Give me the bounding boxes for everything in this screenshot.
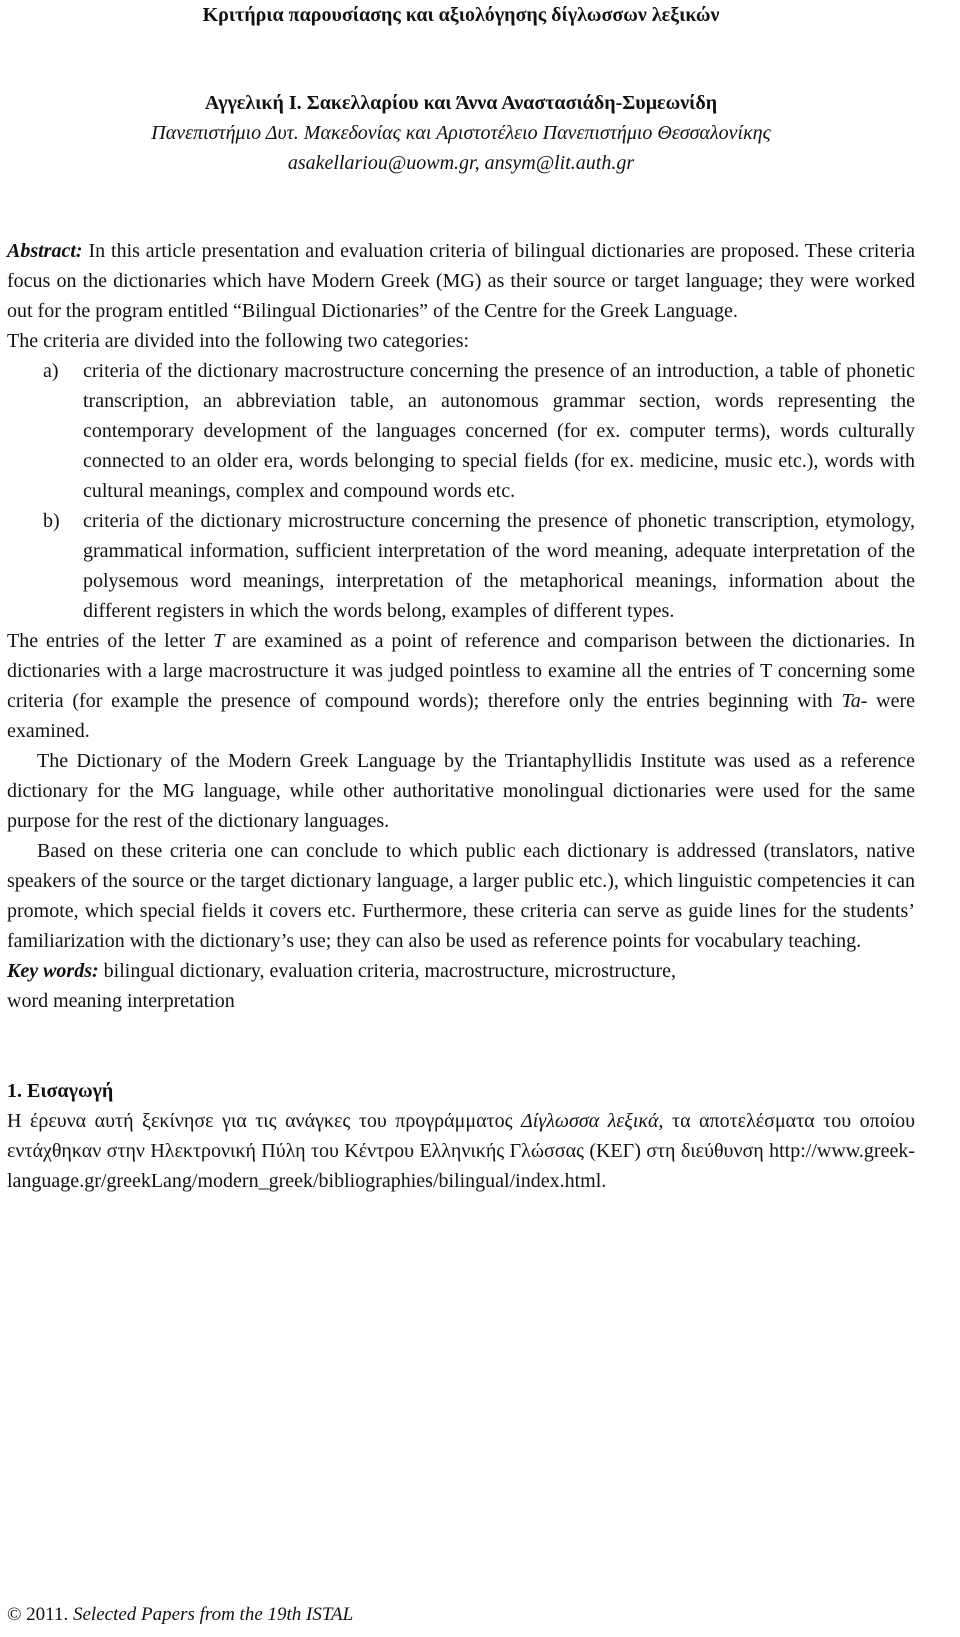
criteria-item-microstructure bbox=[7, 506, 915, 626]
entries-text-2: are examined as a point of reference and comparison between the dictionaries. In dictionaries with a large macrostructure it was judged pointless to examine all the entries of T concerning some criteria (for example the presence of compound words); therefore only the entries beginning with bbox=[7, 630, 915, 712]
entries-prefix: Ta- bbox=[841, 690, 868, 712]
introduction-section bbox=[7, 1076, 915, 1196]
list-marker: a) bbox=[43, 360, 59, 382]
page-footer bbox=[7, 1600, 353, 1630]
intro-text-2: τα αποτελέσματα του οποίου εντάχθηκαν στην Ηλεκτρονική Πύλη του Κέντρου Ελληνικής Γλώσσας (ΚΕΓ) στη διεύθυνση http://www.greek-language.gr/greekLang/modern_greek/bibliographies/bilingual/index.html. bbox=[7, 1110, 915, 1192]
criteria-text: criteria of the dictionary macrostructure concerning the presence of an introduction, a table of phonetic transcription, an abbreviation table, an autonomous grammar section, words representing the contemporary development of the languages concerned (for ex. computer terms), words culturally connected to an older era, words belonging to special fields (for ex. medicine, music etc.), words with cultural meanings, complex and compound words etc. bbox=[83, 360, 915, 502]
abstract-paragraph bbox=[7, 236, 915, 326]
criteria-text: criteria of the dictionary microstructure concerning the presence of phonetic transcription, etymology, grammatical information, sufficient interpretation of the word meaning, adequate interpretation of the polysemous word meanings, interpretation of the metaphorical meanings, information about the different registers in which the words belong, examples of different types. bbox=[83, 510, 915, 622]
paper-title: Κριτήρια παρουσίασης και αξιολόγησης δίγλωσσων λεξικών bbox=[202, 4, 720, 26]
intro-text-1: Η έρευνα αυτή ξεκίνησε για τις ανάγκες του προγράμματος bbox=[7, 1110, 522, 1132]
reference-paragraph: The Dictionary of the Modern Greek Language by the Triantaphyllidis Institute was used as a reference dictionary for the MG language, while other authoritative monolingual dictionaries were used for the same purpose for the rest of the dictionary languages. bbox=[7, 750, 915, 832]
entries-paragraph bbox=[7, 626, 915, 746]
criteria-list bbox=[7, 356, 915, 626]
footer-source: Selected Papers from the 19th ISTAL bbox=[72, 1604, 354, 1625]
keywords-block bbox=[7, 956, 915, 1016]
section-heading: 1. Εισαγωγή bbox=[7, 1080, 114, 1102]
paper-page bbox=[7, 0, 915, 1196]
keywords-line-2: word meaning interpretation bbox=[7, 990, 235, 1012]
author-affiliation: Πανεπιστήμιο Δυτ. Μακεδονίας και Αριστοτέλειο Πανεπιστήμιο Θεσσαλονίκης bbox=[151, 122, 771, 144]
criteria-item-macrostructure bbox=[7, 356, 915, 506]
introduction-paragraph bbox=[7, 1106, 915, 1196]
entries-text-1: The entries of the letter bbox=[7, 630, 214, 652]
list-marker: b) bbox=[43, 510, 60, 532]
keywords-line-1 bbox=[7, 956, 915, 986]
abstract-section bbox=[7, 236, 915, 1016]
keywords-label: Key words: bbox=[7, 960, 99, 982]
abstract-label: Abstract: bbox=[7, 240, 83, 262]
authors-block bbox=[7, 88, 915, 178]
criteria-intro: The criteria are divided into the following two categories: bbox=[7, 330, 470, 352]
abstract-text: In this article presentation and evaluation criteria of bilingual dictionaries are proposed. These criteria focus on the dictionaries which have Modern Greek (MG) as their source or target language; they were worked out for the program entitled “Bilingual Dictionaries” of the Centre for the Greek Language. bbox=[7, 240, 915, 322]
program-name: Δίγλωσσα λεξικά, bbox=[521, 1110, 664, 1132]
keywords-text-1: bilingual dictionary, evaluation criteria, macrostructure, microstructure, bbox=[98, 960, 677, 982]
footer-copyright: © 2011. bbox=[7, 1604, 73, 1625]
conclusion-paragraph: Based on these criteria one can conclude to which public each dictionary is addressed (translators, native speakers of the source or the target dictionary language, a larger public etc.), which linguistic competencies it can promote, which special fields it covers etc. Furthermore, these criteria can serve as guide lines for the students’ familiarization with the dictionary’s use; they can also be used as reference points for vocabulary teaching. bbox=[7, 840, 915, 952]
author-names: Αγγελική Ι. Σακελλαρίου και Άννα Αναστασιάδη-Συμεωνίδη bbox=[204, 92, 718, 114]
entries-letter: T bbox=[213, 630, 225, 652]
author-emails: asakellariou@uowm.gr, ansym@lit.auth.gr bbox=[287, 152, 635, 174]
entries-text-3: were examined. bbox=[7, 690, 915, 742]
